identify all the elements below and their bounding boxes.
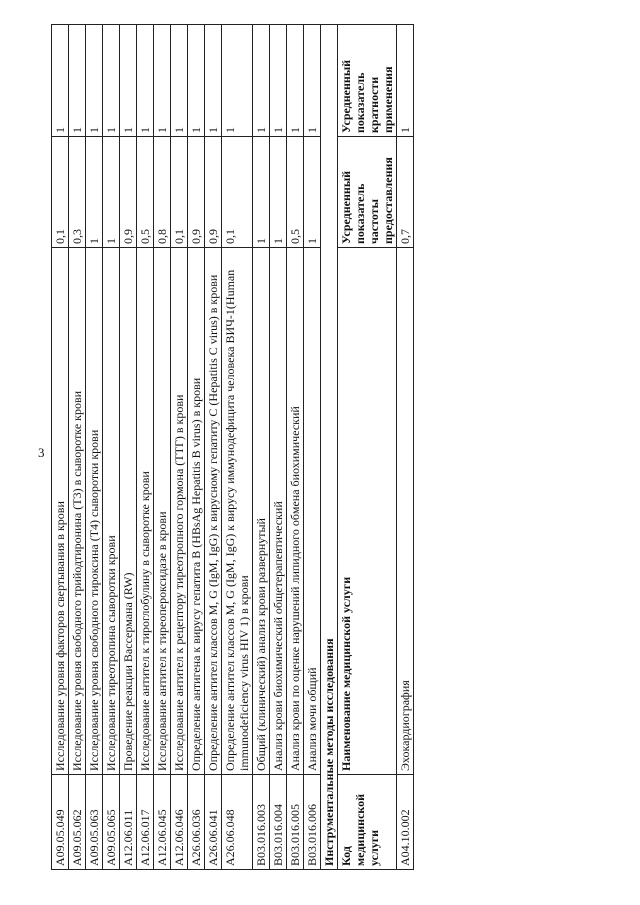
service-code: A12.06.017 bbox=[137, 775, 154, 870]
multiplicity-value: 1 bbox=[171, 25, 188, 137]
table-row bbox=[205, 25, 222, 870]
table-row bbox=[137, 25, 154, 870]
frequency-value: 1 bbox=[304, 137, 321, 248]
multiplicity-value: 1 bbox=[120, 25, 137, 137]
table-row bbox=[222, 25, 253, 870]
frequency-value: 0,1 bbox=[171, 137, 188, 248]
section-title: Инструментальные методы исследования bbox=[321, 25, 338, 870]
frequency-value: 0,8 bbox=[154, 137, 171, 248]
frequency-value: 1 bbox=[86, 137, 103, 248]
service-code: A09.05.049 bbox=[52, 775, 69, 870]
services-table bbox=[51, 24, 414, 870]
multiplicity-value: 1 bbox=[397, 25, 414, 137]
service-code: A12.06.045 bbox=[154, 775, 171, 870]
multiplicity-value: 1 bbox=[205, 25, 222, 137]
multiplicity-value: 1 bbox=[103, 25, 120, 137]
frequency-value: 1 bbox=[270, 137, 287, 248]
frequency-value: 1 bbox=[253, 137, 270, 248]
table-row bbox=[188, 25, 205, 870]
multiplicity-value: 1 bbox=[137, 25, 154, 137]
service-name: Определение антител классов M, G (IgM, IgG) к вирусу иммунодефицита человека ВИЧ-1(Human immunodeficiency virus HIV 1) в крови bbox=[222, 248, 253, 775]
service-code: B03.016.005 bbox=[287, 775, 304, 870]
frequency-value: 0,5 bbox=[137, 137, 154, 248]
frequency-value: 0,7 bbox=[397, 137, 414, 248]
multiplicity-value: 1 bbox=[154, 25, 171, 137]
service-code: B03.016.006 bbox=[304, 775, 321, 870]
service-code: B03.016.004 bbox=[270, 775, 287, 870]
multiplicity-value: 1 bbox=[69, 25, 86, 137]
table-row bbox=[120, 25, 137, 870]
service-code: A26.06.036 bbox=[188, 775, 205, 870]
multiplicity-value: 1 bbox=[304, 25, 321, 137]
frequency-value: 0,9 bbox=[205, 137, 222, 248]
table-row bbox=[52, 25, 69, 870]
multiplicity-value: 1 bbox=[270, 25, 287, 137]
frequency-value: 0,1 bbox=[52, 137, 69, 248]
header-name: Наименование медицинской услуги bbox=[338, 248, 397, 775]
service-name: Определение антигена к вирусу гепатита B (HBsAg Hepatitis B virus) в крови bbox=[188, 248, 205, 775]
service-name: Эхокардиография bbox=[397, 248, 414, 775]
page-number: 3 bbox=[38, 445, 45, 460]
service-name: Исследование уровня факторов свертывания в крови bbox=[52, 248, 69, 775]
service-name: Исследование уровня свободного тироксина (Т4) сыворотки крови bbox=[86, 248, 103, 775]
table-row bbox=[253, 25, 270, 870]
service-code: A26.06.048 bbox=[222, 775, 253, 870]
multiplicity-value: 1 bbox=[86, 25, 103, 137]
frequency-value: 1 bbox=[103, 137, 120, 248]
service-name: Исследование антител к тиреопероксидазе в крови bbox=[154, 248, 171, 775]
multiplicity-value: 1 bbox=[253, 25, 270, 137]
service-code: A04.10.002 bbox=[397, 775, 414, 870]
table-row bbox=[154, 25, 171, 870]
table-row bbox=[86, 25, 103, 870]
service-name: Анализ мочи общий bbox=[304, 248, 321, 775]
service-code: A12.06.011 bbox=[120, 775, 137, 870]
service-name: Исследование тиреотропина сыворотки крови bbox=[103, 248, 120, 775]
table-row bbox=[304, 25, 321, 870]
service-name: Общий (клинический) анализ крови развернутый bbox=[253, 248, 270, 775]
service-name: Проведение реакции Вассермана (RW) bbox=[120, 248, 137, 775]
service-code: A26.06.041 bbox=[205, 775, 222, 870]
header-row bbox=[338, 25, 397, 870]
frequency-value: 0,5 bbox=[287, 137, 304, 248]
service-code: B03.016.003 bbox=[253, 775, 270, 870]
services-table-rotated bbox=[51, 25, 611, 870]
multiplicity-value: 1 bbox=[222, 25, 253, 137]
table-row bbox=[270, 25, 287, 870]
multiplicity-value: 1 bbox=[52, 25, 69, 137]
table-row bbox=[69, 25, 86, 870]
service-name: Исследование антител к рецептору тиреотропного гормона (ТТГ) в крови bbox=[171, 248, 188, 775]
table-row bbox=[397, 25, 414, 870]
service-code: A09.05.065 bbox=[103, 775, 120, 870]
frequency-value: 0,1 bbox=[222, 137, 253, 248]
table-row bbox=[287, 25, 304, 870]
section-row bbox=[321, 25, 338, 870]
service-name: Анализ крови по оценке нарушений липидного обмена биохимический bbox=[287, 248, 304, 775]
service-name: Определение антител классов M, G (IgM, IgG) к вирусному гепатиту C (Hepatitis C virus) в крови bbox=[205, 248, 222, 775]
frequency-value: 0,9 bbox=[120, 137, 137, 248]
header-frequency: Усредненный показатель частоты предоставления bbox=[338, 137, 397, 248]
multiplicity-value: 1 bbox=[188, 25, 205, 137]
service-name: Исследование уровня свободного трийодтиронина (Т3) в сыворотке крови bbox=[69, 248, 86, 775]
table-row bbox=[103, 25, 120, 870]
header-code: Код медицинской услуги bbox=[338, 775, 397, 870]
service-name: Анализ крови биохимический общетерапевтический bbox=[270, 248, 287, 775]
service-code: A12.06.046 bbox=[171, 775, 188, 870]
frequency-value: 0,3 bbox=[69, 137, 86, 248]
frequency-value: 0,9 bbox=[188, 137, 205, 248]
service-code: A09.05.062 bbox=[69, 775, 86, 870]
table-row bbox=[171, 25, 188, 870]
multiplicity-value: 1 bbox=[287, 25, 304, 137]
header-multiplicity: Усредненный показатель кратности применения bbox=[338, 25, 397, 137]
service-name: Исследование антител к тироглобулину в сыворотке крови bbox=[137, 248, 154, 775]
service-code: A09.05.063 bbox=[86, 775, 103, 870]
